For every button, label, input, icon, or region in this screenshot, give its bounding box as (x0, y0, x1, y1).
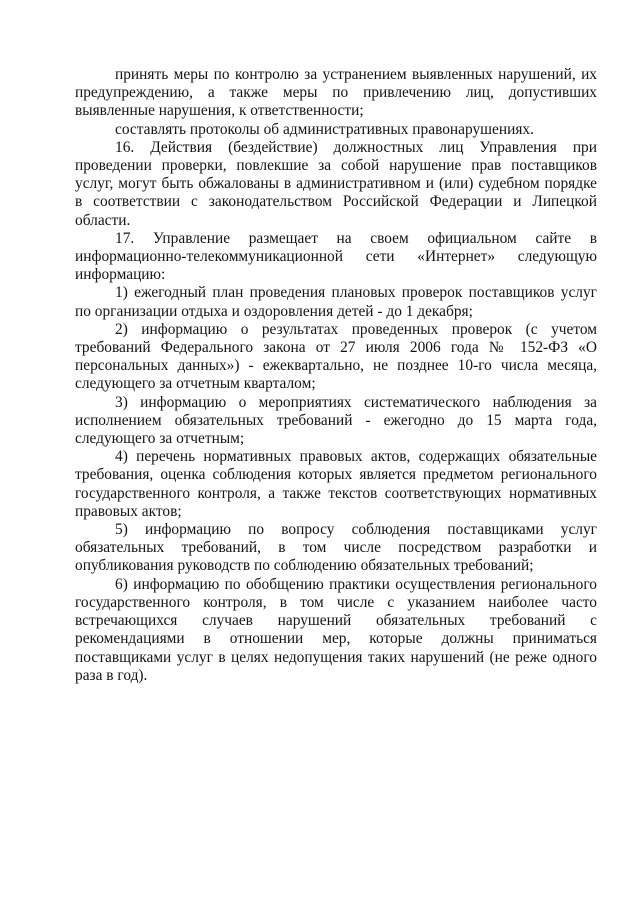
paragraph-17-publication: 17. Управление размещает на своем официальном сайте в информационно-телекоммуникационной сети «Интернет» следующую информацию: (75, 229, 597, 284)
list-item-6-practice-generalization: 6) информацию по обобщению практики осуществления регионального государственного контроля, в том числе с указанием наиболее часто встречающихся случаев нарушений обязательных требований с рекомендациями в отношении мер, которые должны приниматься поставщиками услуг в целях недопущения таких нарушений (не реже одного раза в год). (75, 575, 597, 684)
paragraph-control-measures: принять меры по контролю за устранением выявленных нарушений, их предупреждению, а также меры по привлечению лиц, допустивших выявленные нарушения, к ответственности; (75, 66, 597, 120)
paragraph-protocols: составлять протоколы об административных правонарушениях. (115, 120, 534, 138)
list-item-4-legal-acts: 4) перечень нормативных правовых актов, содержащих обязательные требования, оценка соблюдения которых является предметом регионального государственного контроля, а также текстов соответствующих нормативных правовых актов; (75, 448, 597, 520)
list-item-5-compliance-info: 5) информацию по вопросу соблюдения поставщиками услуг обязательных требований, в том числе посредством разработки и опубликования руководств по соблюдению обязательных требований; (75, 521, 597, 575)
paragraph-16-appeal: 16. Действия (бездействие) должностных лиц Управления при проведении проверки, повлекшие за собой нарушение прав поставщиков услуг, могут быть обжалованы в административном и (или) судебном порядке в соответствии с законодательством Российской Федерации и Липецкой области. (75, 138, 597, 229)
list-item-3-monitoring-events: 3) информацию о мероприятиях систематического наблюдения за исполнением обязательных требований - ежегодно до 15 марта года, следующего за отчетным; (75, 393, 597, 448)
document-page (75, 66, 597, 685)
list-item-2-inspection-results: 2) информацию о результатах проведенных проверок (с учетом требований Федерального закона от 27 июля 2006 года № 152-ФЗ «О персональных данных») - ежеквартально, не позднее 10-го числа месяца, следующего за отчетным кварталом; (75, 320, 597, 393)
list-item-1-annual-plan: 1) ежегодный план проведения плановых проверок поставщиков услуг по организации отдыха и оздоровления детей - до 1 декабря; (75, 284, 597, 320)
